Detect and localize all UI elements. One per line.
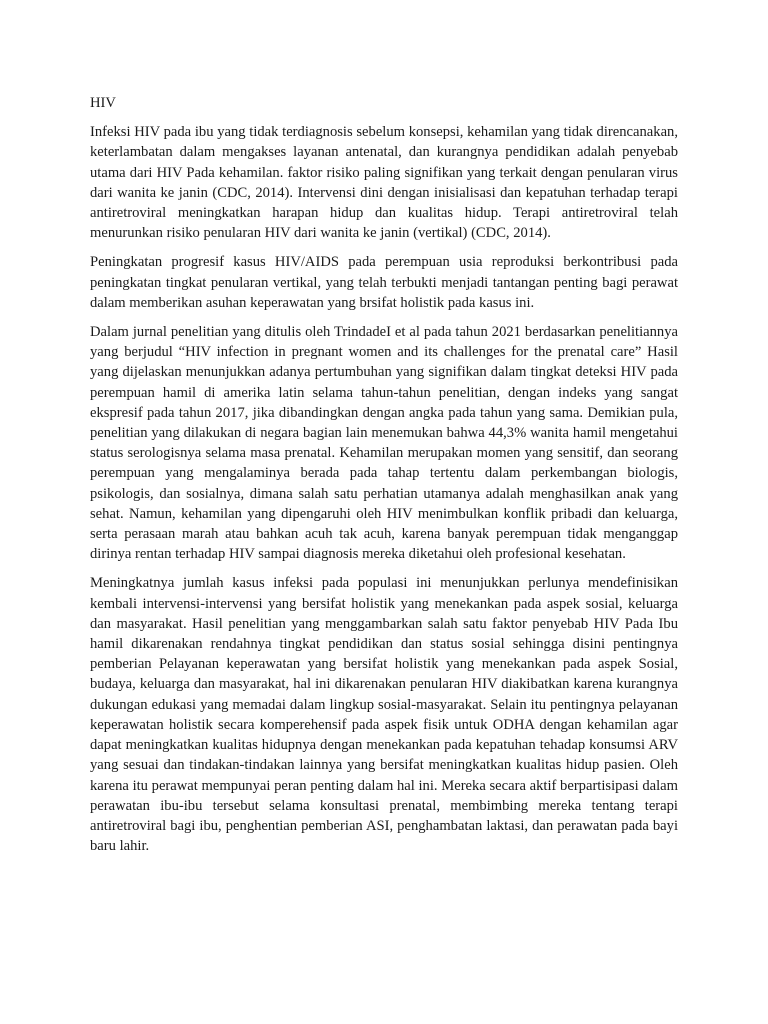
document-heading: HIV: [90, 95, 116, 111]
paragraph-3: Dalam jurnal penelitian yang ditulis oleh TrindadeI et al pada tahun 2021 berdasarkan penelitiannya yang berjudul “HIV infection in pregnant women and its challenges for the prenatal care” Hasil yang dijelaskan menunjukkan adanya pertumbuhan yang signifikan dalam tingkat deteksi HIV pada perempuan hamil di amerika latin selama tahun-tahun penelitian, dengan indeks yang sangat ekspresif pada tahun 2017, jika dibandingkan dengan angka pada tahun yang sama. Demikian pula, penelitian yang dilakukan di negara bagian lain menemukan bahwa 44,3% wanita hamil mengetahui status serologisnya selama masa prenatal. Kehamilan merupakan momen yang sensitif, dan seorang perempuan yang mengalaminya berada pada tahap tertentu dalam perkembangan biologis, psikologis, dan sosialnya, dimana salah satu perhatian utamanya adalah menghasilkan anak yang sehat. Namun, kehamilan yang dipengaruhi oleh HIV menimbulkan konflik pribadi dan keluarga, serta perasaan marah atau bahkan acuh tak acuh, karena banyak perempuan tidak menganggap dirinya rentan terhadap HIV sampai diagnosis mereka diketahui oleh profesional kesehatan.: [90, 324, 678, 563]
paragraph-2: Peningkatan progresif kasus HIV/AIDS pada perempuan usia reproduksi berkontribusi pada peningkatan tingkat penularan vertikal, yang telah terbukti menjadi tantangan penting bagi perawat dalam memberikan asuhan keperawatan yang brsifat holistik pada kasus ini.: [90, 254, 678, 311]
paragraph-1: Infeksi HIV pada ibu yang tidak terdiagnosis sebelum konsepsi, kehamilan yang tidak direncanakan, keterlambatan dalam mengakses layanan antenatal, dan kurangnya pendidikan adalah penyebab utama dari HIV Pada kehamilan. faktor risiko paling signifikan yang terkait dengan penularan virus dari wanita ke janin (CDC, 2014). Intervensi dini dengan inisialisasi dan kepatuhan terhadap terapi antiretroviral meningkatkan harapan hidup dan kualitas hidup. Terapi antiretroviral telah menurunkan risiko penularan HIV dari wanita ke janin (vertikal) (CDC, 2014).: [90, 124, 678, 242]
paragraph-4: Meningkatnya jumlah kasus infeksi pada populasi ini menunjukkan perlunya mendefinisikan kembali intervensi-intervensi yang bersifat holistik yang menekankan pada aspek sosial, keluarga dan masyarakat. Hasil penelitian yang menggambarkan salah satu faktor penyebab HIV Pada Ibu hamil dikarenakan rendahnya tingkat pendidikan dan status sosial sehingga disini pentingnya pemberian Pelayanan keperawatan yang bersifat holistik yang menekankan pada aspek Sosial, budaya, keluarga dan masyarakat, hal ini dikarenakan penularan HIV diakibatkan karena kurangnya dukungan edukasi yang memadai dalam lingkup sosial-masyarakat. Selain itu pentingnya pelayanan keperawatan holistik secara komperehensif pada aspek fisik untuk ODHA dengan kehamilan agar dapat meningkatkan kualitas hidupnya dengan menekankan pada kepatuhan tehadap konsumsi ARV yang sesuai dan tindakan-tindakan lainnya yang bersifat meningkatkan kualitas hidup pasien. Oleh karena itu perawat mempunyai peran penting dalam hal ini. Mereka secara aktif berpartisipasi dalam perawatan ibu-ibu tersebut selama konsultasi prenatal, membimbing mereka tentang terapi antiretroviral bagi ibu, penghentian pemberian ASI, penghambatan laktasi, dan perawatan pada bayi baru lahir.: [90, 575, 678, 855]
document-page: [90, 93, 678, 865]
